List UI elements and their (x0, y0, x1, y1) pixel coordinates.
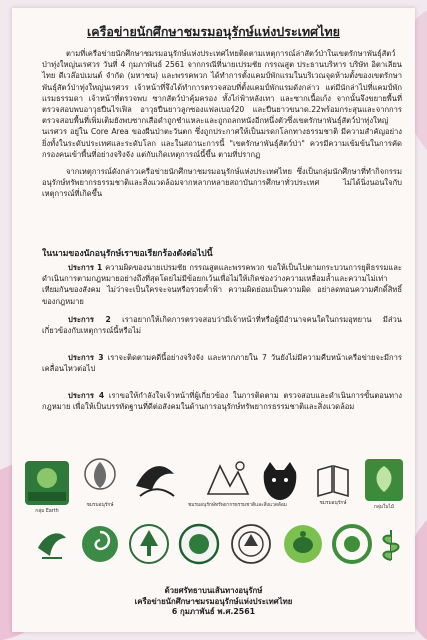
request-label: ประการ 4 (68, 391, 105, 400)
request-text: ความผิดของนายเปรมชัย กรรณสูตและพรรคพวก ขอให้เป็นไปตามกระบวนการยุติธรรมและดำเนินการตามกฎหมายอย่างถึงที่สุดโดยไม่มีข้อยกเว้นเพื่อไม่ให้เกิดช่องว่างความเหลื่อมล้ำและความไม่เท่าเทียมกันของสังคม ไม่ว่าจะเป็นใครจะจนหรือรวยค้ำฟ้า ความผิดย่อมเป็นความผิด อย่าลดทอนความศักดิ์สิทธิ์ของกฎหมาย (42, 263, 402, 306)
logo-caption: ชมรมอนุรักษ์ (319, 501, 347, 506)
requests-heading: ในนามของนักอนุรักษ์เราขอเรียกร้องดังต่อไปนี้ (42, 249, 213, 259)
earth-group-badge-icon (24, 460, 70, 515)
leaf-spray-emblem-icon (376, 526, 406, 564)
request-text: เราจะติดตามคดีนี้อย่างจริงจัง และหากภายใน 7 วันยังไม่มีความคืบหน้าเครือข่ายจะมีการเคลื่อนไหวต่อไป (42, 353, 402, 374)
logo-caption: กลุ่ม Earth (35, 509, 59, 514)
turtle-emblem-icon (282, 522, 324, 566)
footer-line-2: เครือข่ายนักศึกษาชมรมอนุรักษ์แห่งประเทศไทย (134, 596, 293, 606)
leaf-badge-icon (364, 458, 404, 511)
panther-emblem-icon (258, 458, 302, 505)
request-label: ประการ 1 (68, 263, 103, 272)
statement-sheet (12, 8, 415, 632)
statement-title: เครือข่ายนักศึกษาชมรมอนุรักษ์แห่งประเทศไทย (87, 24, 340, 39)
body-paragraph-2: จากเหตุการณ์ดังกล่าวเครือข่ายนักศึกษาชมรมอนุรักษ์แห่งประเทศไทย ซึ่งเป็นกลุ่มนักศึกษาที่ทำกิจกรรมอนุรักษ์ทรัพยากรธรรมชาติและสิ่งแวดล้อมจากหลากหลายสถาบันการศึกษาทั่วประเทศ ไม่ได้นิ่งนอนใจกับเหตุการณ์ที่เกิดขึ้น (42, 167, 402, 199)
statement-body (42, 48, 402, 206)
globe-ring-emblem-icon (178, 522, 220, 566)
request-2 (42, 314, 402, 336)
spiral-emblem-icon (80, 524, 120, 564)
statement-footer (12, 586, 415, 618)
line-art-emblem-icon (188, 458, 287, 509)
green-ring-emblem-icon (332, 522, 372, 566)
seal-emblem-icon (230, 522, 272, 566)
logo-row-1 (20, 456, 408, 512)
footer-line-3: 6 กุมภาพันธ์ พ.ศ.2561 (171, 607, 256, 616)
tree-globe-emblem-icon (128, 522, 170, 566)
leaf-club-emblem-icon (82, 456, 118, 509)
request-label: ประการ 2 (68, 315, 111, 324)
logo-caption: ชมรมอนุรักษ์ทรัพยากรธรรมชาติและสิ่งแวดล้อม (188, 503, 287, 508)
logo-row-2 (20, 520, 408, 576)
dove-emblem-icon (34, 524, 70, 564)
body-paragraph-1: ตามที่เครือข่ายนักศึกษาชมรมอนุรักษ์แห่งประเทศไทยติดตามเหตุการณ์ล่าสัตว์ป่าในเขตรักษาพันธุ์สัตว์ป่าทุ่งใหญ่นเรศวร วันที่ 4 กุมภาพันธ์ 2561 จากกรณีที่นายเปรมชัย กรรณสูต ประธานบริหาร บริษัท อิตาเลียนไทย ดีเวล๊อปเมนต์ จำกัด (มหาชน) และพรรคพวก ได้ทำการตั้งแคมป์พักแรมในบริเวณจุดห้ามตั้งของเขตรักษาพันธุ์สัตว์ป่าทุ่งใหญ่นเรศวร เจ้าหน้าที่จึงได้ทำการตรวจสอบที่ตั้งแคมป์พักแรมดังกล่าว แต่มีนักล่าไปที่แคมป์พักแรมธรรมดา เจ้าหน้าที่ตรวจพบ ซากสัตว์ป่าคุ้มครอง ทั้งไก่ฟ้าหลังเทา และซากเนื้อเก้ง จากนั้นจึงขยายพื้นที่ตรวจสอบพบอาวุธปืนไรเฟิล อาวุธปืนยาวลูกซองแฟลเบอร์20 และปืนยาวขนาด.22พร้อมกระสุนและจากการตรวจสอบพื้นที่เพิ่มเติมยังพบซากเสือดำถูกชำแหละและถูกถลกหนังอีกหนึ่งตัวซึ่งเขตรักษาพันธุ์สัตว์ป่าทุ่งใหญ่นเรศวร อยู่ใน Core Area ของผืนป่าตะวันตก ซึ่งถูกประกาศให้เป็นมรดกโลกทางธรรมชาติ มีความสำคัญอย่างยิ่งทั้งในระดับประเทศและระดับโลก และในสถานะการนี้ "เขตรักษาพันธุ์สัตว์ป่า" ควรมีความเข้มข้นในการคัดกรองคนเข้าพื้นที่อย่างจริงจัง แต่กับเกิดเหตุการณ์นี้ขึ้น ตามที่ปรากฏ (42, 49, 402, 159)
footer-line-1: ด้วยศรัทธาบนเส้นทางอนุรักษ์ (164, 586, 263, 595)
request-3 (42, 352, 402, 374)
book-emblem-icon (314, 462, 352, 507)
request-4 (42, 390, 402, 412)
request-text: เราขอให้กำลังใจเจ้าหน้าที่ผู้เกี่ยวข้อง ในการติดตาม ตรวจสอบและดำเนินการขั้นตอนทางกฎหมาย เพื่อให้เป็นบรรทัดฐานที่ดีต่อสังคมในด้านการอนุรักษ์ทรัพยากรธรรมชาติและสิ่งแวดล้อม (42, 391, 402, 412)
request-text: เราอยากให้เกิดการตรวจสอบว่ามีเจ้าหน้าที่หรือผู้มีอำนาจคนใดในกรมอุทยาน มีส่วนเกี่ยวข้องกับเหตุการณ์นี้หรือไม่ (42, 315, 402, 336)
request-label: ประการ 3 (68, 353, 104, 362)
logo-caption: ชมรมอนุรักษ์ (86, 503, 114, 508)
request-1 (42, 262, 402, 307)
logo-caption: กลุ่มใบไม้ (374, 505, 394, 510)
bird-emblem-icon (130, 456, 180, 505)
